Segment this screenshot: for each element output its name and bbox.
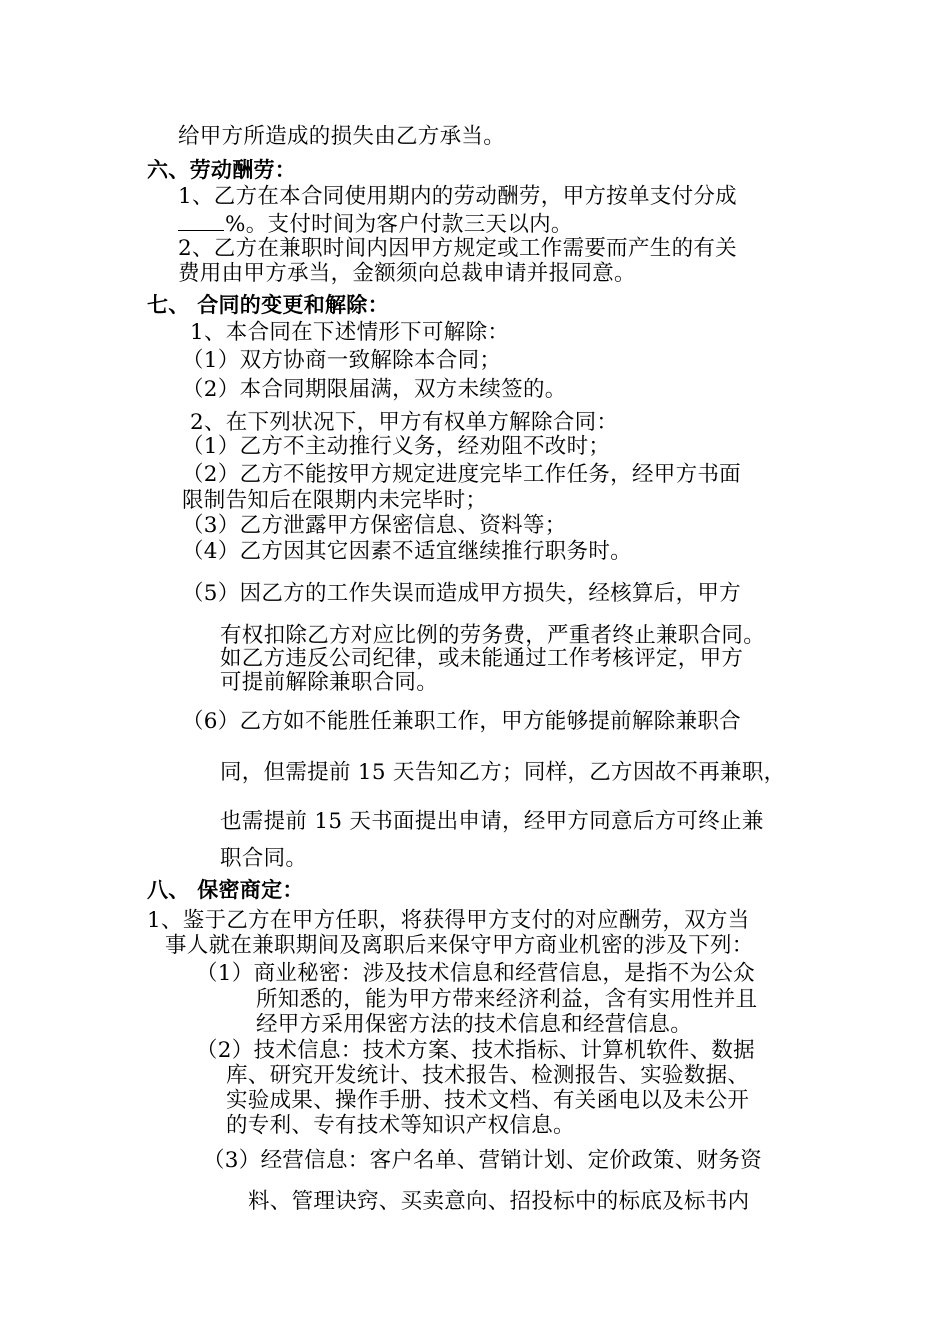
text-line: （6）乙方如不能胜任兼职工作，甲方能够提前解除兼职合 bbox=[182, 709, 741, 734]
text-line: 有权扣除乙方对应比例的劳务费，严重者终止兼职合同。 bbox=[220, 623, 766, 648]
text-line: （4）乙方因其它因素不适宜继续推行职务时。 bbox=[182, 539, 632, 564]
text-line: （2）技术信息：技术方案、技术指标、计算机软件、数据 bbox=[196, 1038, 755, 1063]
section-heading-8: 八、 保密商定： bbox=[147, 878, 304, 902]
text-line: （1）商业秘密：涉及技术信息和经营信息，是指不为公众 bbox=[196, 961, 755, 986]
text-line: 2、乙方在兼职时间内因甲方规定或工作需要而产生的有关 bbox=[178, 236, 737, 261]
text-line: （3）乙方泄露甲方保密信息、资料等； bbox=[182, 513, 567, 538]
text-line: 库、研究开发统计、技术报告、检测报告、实验数据、 bbox=[226, 1063, 750, 1088]
text-line: 1、本合同在下述情形下可解除： bbox=[190, 320, 510, 345]
text-line: 的专利、专有技术等知识产权信息。 bbox=[226, 1113, 575, 1138]
text-line: （1）乙方不主动推行义务，经劝阻不改时； bbox=[182, 434, 611, 459]
text-line: 事人就在兼职期间及离职后来保守甲方商业机密的涉及下列： bbox=[165, 933, 754, 958]
text-line: 经甲方采用保密方法的技术信息和经营信息。 bbox=[256, 1012, 693, 1037]
text-line: 2、在下列状况下，甲方有权单方解除合同： bbox=[190, 410, 619, 435]
text-line: （5）因乙方的工作失误而造成甲方损失，经核算后，甲方 bbox=[182, 581, 741, 606]
text-line: （2）本合同期限届满，双方未续签的。 bbox=[182, 377, 567, 402]
text-line: 如乙方违反公司纪律，或未能通过工作考核评定，甲方 bbox=[220, 646, 744, 671]
text-line: 实验成果、操作手册、技术文档、有关函电以及未公开 bbox=[226, 1088, 750, 1113]
section-heading-6: 六、劳动酬劳： bbox=[147, 158, 297, 182]
text-line: 也需提前 15 天书面提出申请，经甲方同意后方可终止兼 bbox=[220, 809, 764, 834]
text-line bbox=[178, 210, 573, 238]
text-line: 同，但需提前 15 天告知乙方；同样，乙方因故不再兼职， bbox=[220, 760, 786, 785]
text-line: 职合同。 bbox=[220, 846, 308, 871]
text-line: 1、乙方在本合同使用期内的劳动酬劳，甲方按单支付分成 bbox=[178, 184, 737, 209]
section-heading-7: 七、 合同的变更和解除： bbox=[147, 293, 389, 317]
text-line: （3）经营信息：客户名单、营销计划、定价政策、财务资 bbox=[203, 1148, 762, 1173]
text-line: 限制告知后在限期内未完毕时； bbox=[182, 488, 488, 513]
text-line: 费用由甲方承当，金额须向总裁申请并报同意。 bbox=[178, 261, 636, 286]
fill-in-blank bbox=[178, 210, 224, 231]
text-line: 给甲方所造成的损失由乙方承当。 bbox=[178, 124, 506, 149]
text-line: 可提前解除兼职合同。 bbox=[220, 670, 439, 695]
text-line: （2）乙方不能按甲方规定进度完毕工作任务，经甲方书面 bbox=[182, 462, 741, 487]
text-line: （1）双方协商一致解除本合同； bbox=[182, 348, 502, 373]
text-line: 所知悉的，能为甲方带来经济利益，含有实用性并且 bbox=[256, 987, 758, 1012]
text-fragment: %。支付时间为客户付款三天以内。 bbox=[225, 212, 573, 237]
text-line: 料、管理诀窍、买卖意向、招投标中的标底及标书内 bbox=[248, 1189, 750, 1214]
text-line: 1、鉴于乙方在甲方任职，将获得甲方支付的对应酬劳，双方当 bbox=[147, 908, 750, 933]
